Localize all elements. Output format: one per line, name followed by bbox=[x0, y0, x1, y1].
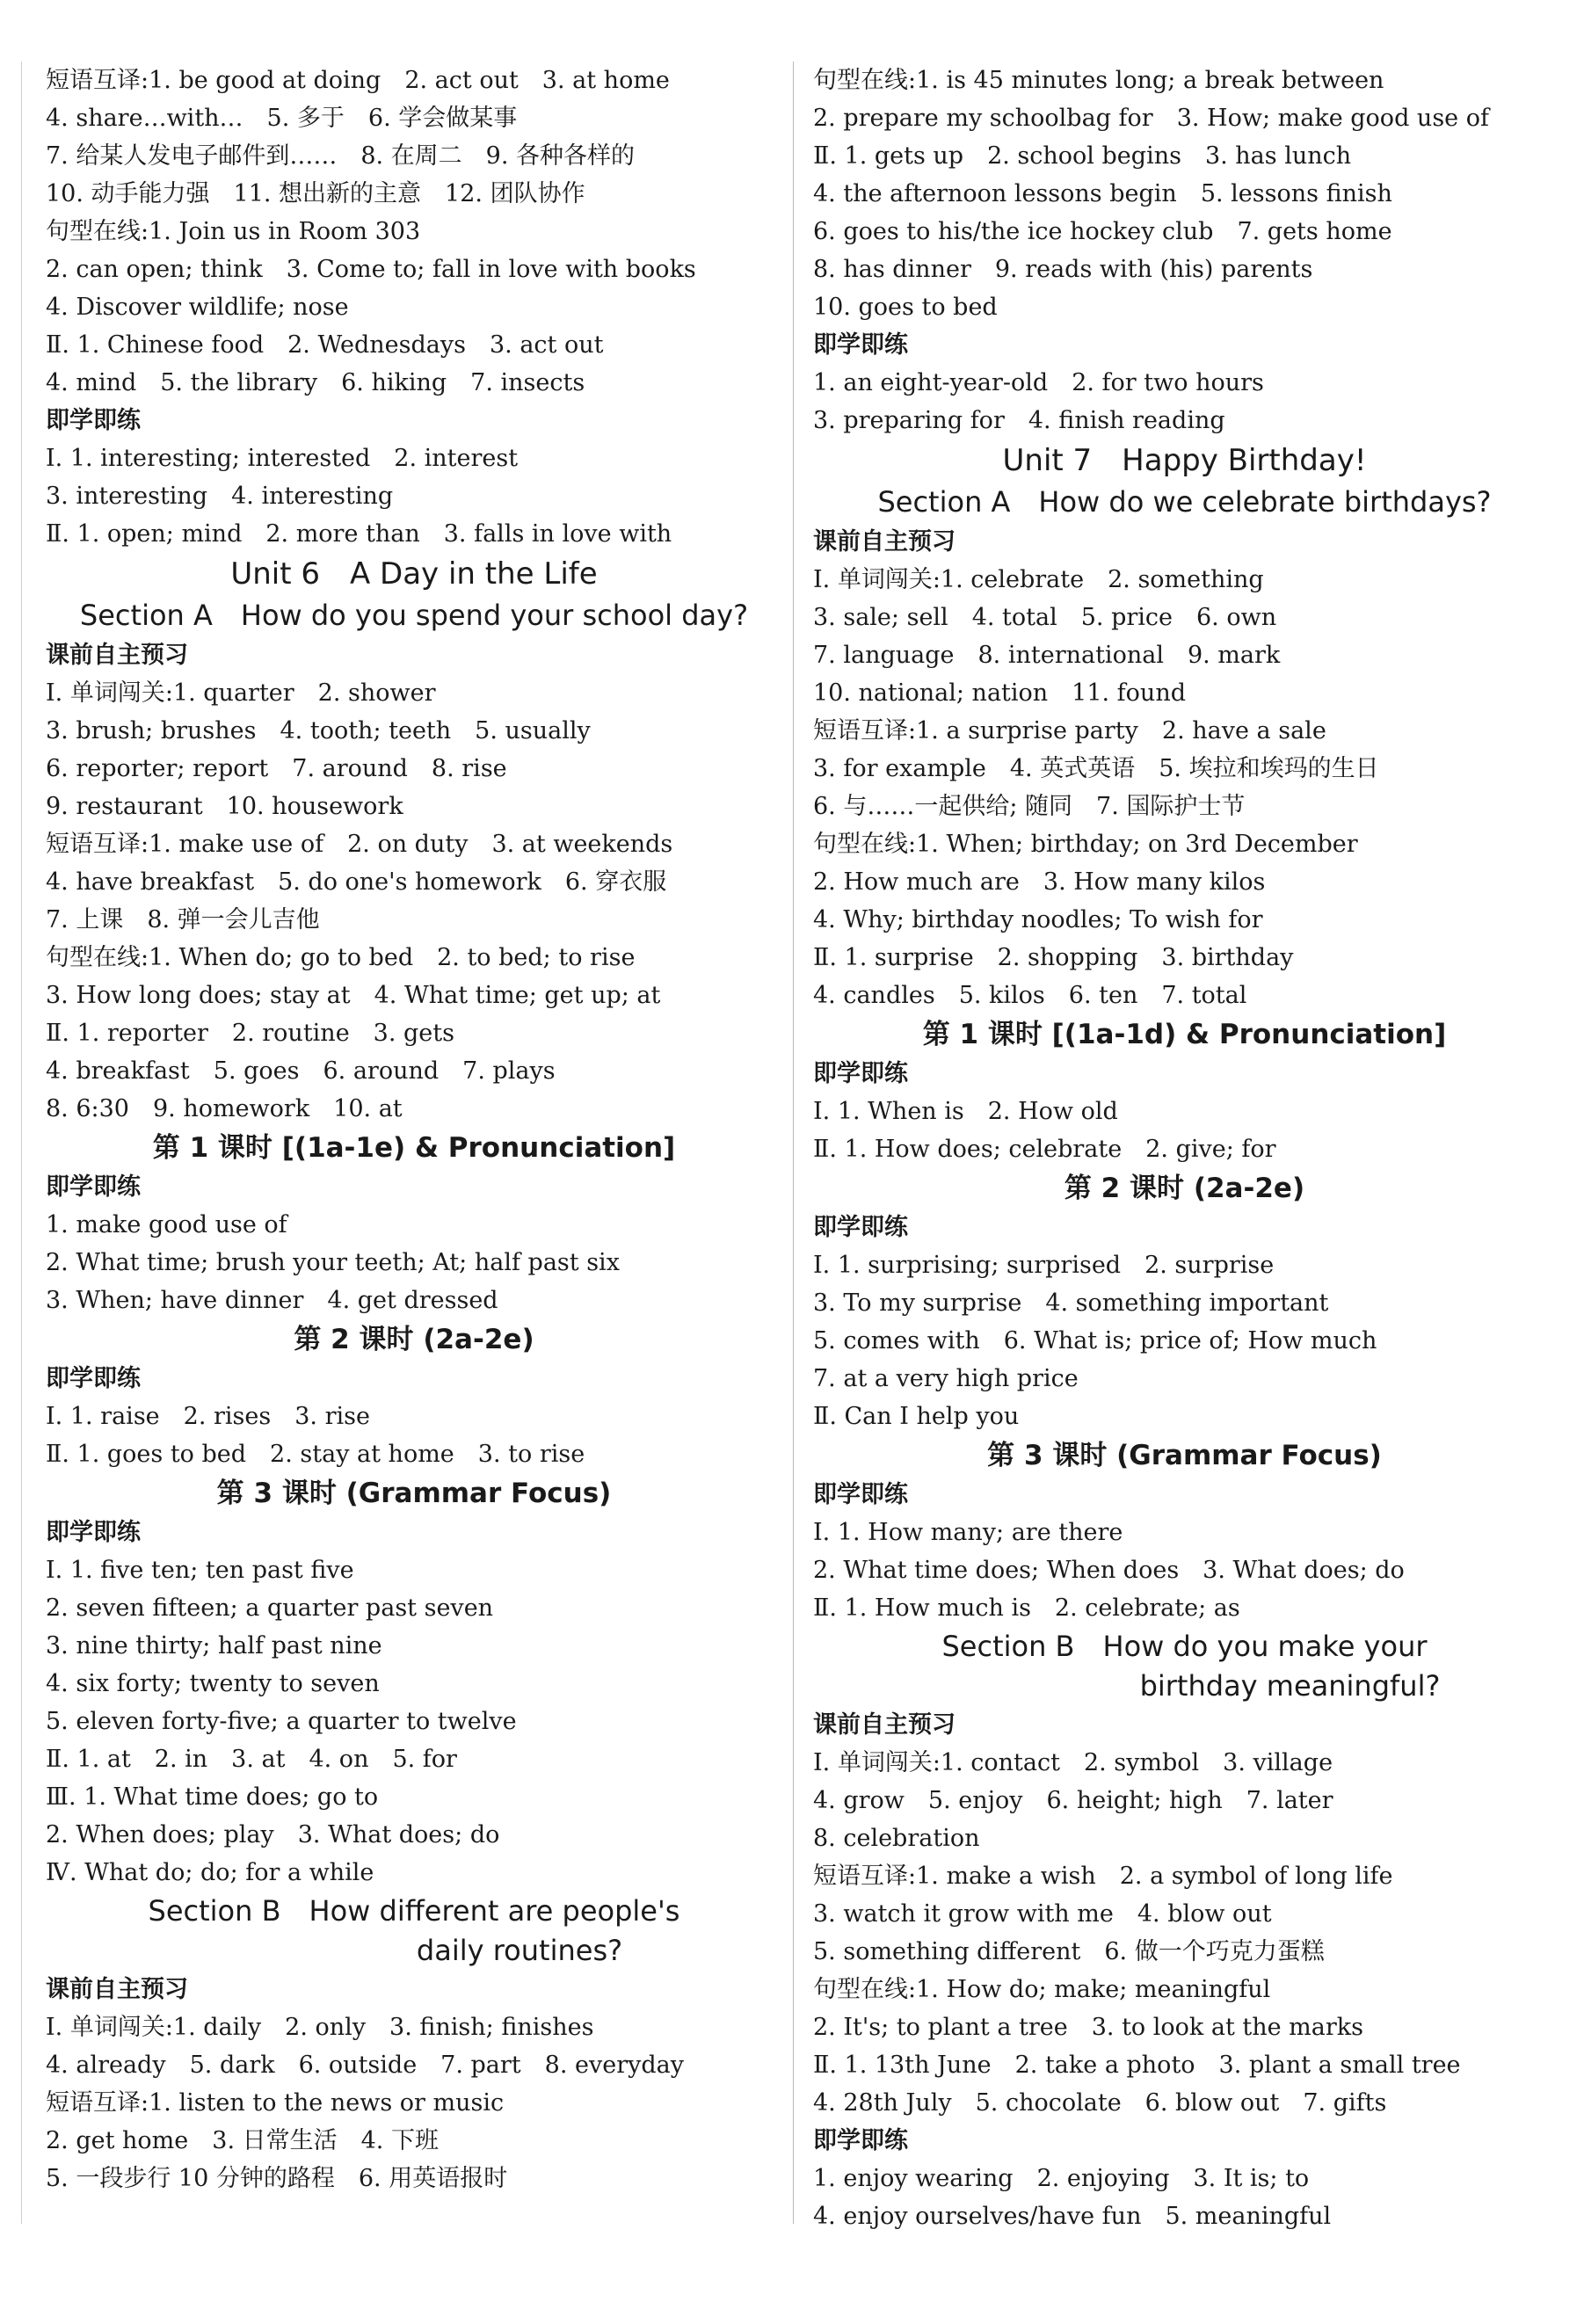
exercise-heading: 即学即练 bbox=[813, 2127, 908, 2154]
text-line: 6. reporter; report 7. around 8. rise bbox=[46, 755, 507, 782]
text-line: Ⅰ. 1. surprising; surprised 2. surprise bbox=[813, 1252, 1275, 1279]
exercise-heading: 即学即练 bbox=[813, 331, 908, 359]
exercise-heading: 即学即练 bbox=[813, 1481, 908, 1508]
exercise-heading: 即学即练 bbox=[813, 1060, 908, 1087]
text-line: Ⅱ. 1. 13th June 2. take a photo 3. plant a small tree bbox=[813, 2052, 1461, 2079]
exercise-heading: 即学即练 bbox=[813, 1214, 908, 1241]
text-line: 8. 6:30 9. homework 10. at bbox=[46, 1095, 403, 1122]
text-line: 3. interesting 4. interesting bbox=[46, 483, 394, 510]
text-line: 4. candles 5. kilos 6. ten 7. total bbox=[813, 982, 1247, 1009]
section-title-line: Section B How do you make your bbox=[941, 1630, 1428, 1663]
text-line: 2. What time; brush your teeth; At; half past six bbox=[46, 1249, 620, 1276]
text-line: 4. six forty; twenty to seven bbox=[46, 1670, 380, 1697]
text-line: 短语互译:1. a surprise party 2. have a sale bbox=[813, 717, 1326, 744]
text-line: 7. 上课 8. 弹一会儿吉他 bbox=[46, 906, 320, 933]
text-line: 4. breakfast 5. goes 6. around 7. plays bbox=[46, 1057, 556, 1085]
section-title-line: Section B How different are people's bbox=[148, 1894, 680, 1928]
lesson-title: 第 2 课时 (2a-2e) bbox=[1064, 1173, 1305, 1204]
preview-heading: 课前自主预习 bbox=[813, 1711, 955, 1739]
text-line: 4. mind 5. the library 6. hiking 7. insects bbox=[46, 369, 585, 396]
text-line: 句型在线:1. How do; make; meaningful bbox=[813, 1976, 1271, 2003]
text-line: 3. sale; sell 4. total 5. price 6. own bbox=[813, 604, 1277, 631]
text-line: 短语互译:1. make use of 2. on duty 3. at weekends bbox=[46, 831, 673, 858]
exercise-heading: 即学即练 bbox=[46, 1173, 141, 1201]
text-line: Ⅱ. 1. open; mind 2. more than 3. falls in love with bbox=[46, 520, 672, 548]
text-line: 句型在线:1. When do; go to bed 2. to bed; to rise bbox=[46, 944, 636, 971]
text-line: 句型在线:1. is 45 minutes long; a break between bbox=[813, 67, 1384, 94]
text-line: 1. make good use of bbox=[46, 1211, 287, 1238]
text-line: 8. has dinner 9. reads with (his) parents bbox=[813, 256, 1313, 283]
column-divider bbox=[793, 62, 794, 2224]
lesson-title: 第 2 课时 (2a-2e) bbox=[294, 1324, 534, 1355]
text-line: 4. grow 5. enjoy 6. height; high 7. later bbox=[813, 1787, 1333, 1814]
text-line: Ⅱ. 1. Chinese food 2. Wednesdays 3. act out bbox=[46, 331, 604, 359]
text-line: 10. goes to bed bbox=[813, 294, 998, 321]
section-title bbox=[46, 1892, 782, 1971]
text-line: 4. the afternoon lessons begin 5. lessons finish bbox=[813, 180, 1392, 207]
text-line: 4. Why; birthday noodles; To wish for bbox=[813, 906, 1263, 933]
text-line: 2. How much are 3. How many kilos bbox=[813, 868, 1266, 896]
text-line: 4. 28th July 5. chocolate 6. blow out 7. gifts bbox=[813, 2089, 1387, 2117]
text-line: Ⅰ. 单词闯关:1. quarter 2. shower bbox=[46, 679, 436, 707]
text-line: 2. seven fifteen; a quarter past seven bbox=[46, 1594, 494, 1622]
text-line: Ⅰ. 1. When is 2. How old bbox=[813, 1098, 1118, 1125]
section-title: Section A How do you spend your school day? bbox=[79, 599, 749, 632]
text-line: Ⅰ. 1. raise 2. rises 3. rise bbox=[46, 1403, 370, 1430]
text-line: Ⅱ. 1. reporter 2. routine 3. gets bbox=[46, 1020, 454, 1047]
text-line: 2. It's; to plant a tree 3. to look at the marks bbox=[813, 2014, 1364, 2041]
text-line: 2. get home 3. 日常生活 4. 下班 bbox=[46, 2127, 439, 2154]
text-line: Ⅱ. 1. gets up 2. school begins 3. has lunch bbox=[813, 142, 1352, 170]
preview-heading: 课前自主预习 bbox=[813, 528, 955, 556]
text-line: 5. something different 6. 做一个巧克力蛋糕 bbox=[813, 1938, 1325, 1965]
text-line: Ⅱ. 1. surprise 2. shopping 3. birthday bbox=[813, 944, 1294, 971]
text-line: 3. To my surprise 4. something important bbox=[813, 1289, 1329, 1317]
text-line: 4. have breakfast 5. do one's homework 6. 穿衣服 bbox=[46, 868, 667, 896]
exercise-heading: 即学即练 bbox=[46, 1365, 141, 1392]
text-line: 3. for example 4. 英式英语 5. 埃拉和埃玛的生日 bbox=[813, 755, 1379, 782]
text-line: Ⅰ. 单词闯关:1. daily 2. only 3. finish; finishes bbox=[46, 2014, 594, 2041]
text-line: 9. restaurant 10. housework bbox=[46, 793, 403, 820]
exercise-heading: 即学即练 bbox=[46, 407, 141, 434]
text-line: 短语互译:1. make a wish 2. a symbol of long life bbox=[813, 1863, 1393, 1890]
text-line: 2. When does; play 3. What does; do bbox=[46, 1821, 500, 1848]
text-line: 3. preparing for 4. finish reading bbox=[813, 407, 1225, 434]
section-title-line: birthday meaningful? bbox=[1139, 1669, 1441, 1703]
section-title-line: daily routines? bbox=[416, 1934, 623, 1967]
text-line: 10. national; nation 11. found bbox=[813, 679, 1186, 707]
text-line: 3. nine thirty; half past nine bbox=[46, 1632, 382, 1659]
lesson-title: 第 3 课时 (Grammar Focus) bbox=[216, 1478, 612, 1509]
text-line: 2. prepare my schoolbag for 3. How; make good use of bbox=[813, 105, 1489, 132]
text-line: 4. already 5. dark 6. outside 7. part 8. everyday bbox=[46, 2052, 685, 2079]
text-line: Ⅰ. 1. How many; are there bbox=[813, 1519, 1123, 1546]
text-line: 6. goes to his/the ice hockey club 7. gets home bbox=[813, 218, 1392, 245]
text-line: Ⅳ. What do; do; for a while bbox=[46, 1859, 374, 1886]
unit-title: Unit 7 Happy Birthday! bbox=[1002, 443, 1367, 478]
preview-heading: 课前自主预习 bbox=[46, 642, 188, 669]
text-line: Ⅰ. 单词闯关:1. celebrate 2. something bbox=[813, 566, 1264, 593]
text-line: 3. How long does; stay at 4. What time; get up; at bbox=[46, 982, 661, 1009]
section-title: Section A How do we celebrate birthdays? bbox=[877, 485, 1492, 519]
preview-heading: 课前自主预习 bbox=[46, 1976, 188, 2003]
text-line: 7. at a very high price bbox=[813, 1365, 1079, 1392]
lesson-title: 第 1 课时 [(1a-1d) & Pronunciation] bbox=[922, 1019, 1447, 1050]
text-line: Ⅰ. 单词闯关:1. contact 2. symbol 3. village bbox=[813, 1749, 1333, 1776]
text-line: 4. enjoy ourselves/have fun 5. meaningful bbox=[813, 2203, 1332, 2230]
text-line: Ⅰ. 1. interesting; interested 2. interest bbox=[46, 445, 519, 472]
text-line: 7. language 8. international 9. mark bbox=[813, 642, 1281, 669]
text-line: 6. 与……一起供给; 随同 7. 国际护士节 bbox=[813, 793, 1246, 820]
exercise-heading: 即学即练 bbox=[46, 1519, 141, 1546]
text-line: 句型在线:1. When; birthday; on 3rd December bbox=[813, 831, 1358, 858]
text-line: 3. watch it grow with me 4. blow out bbox=[813, 1900, 1272, 1928]
text-line: 短语互译:1. listen to the news or music bbox=[46, 2089, 505, 2117]
text-line: Ⅲ. 1. What time does; go to bbox=[46, 1783, 379, 1811]
text-line: Ⅱ. 1. How much is 2. celebrate; as bbox=[813, 1594, 1240, 1622]
lesson-title: 第 3 课时 (Grammar Focus) bbox=[987, 1440, 1382, 1471]
text-line: 7. 给某人发电子邮件到…… 8. 在周二 9. 各种各样的 bbox=[46, 142, 636, 170]
text-line: 4. share…with… 5. 多于 6. 学会做某事 bbox=[46, 105, 518, 132]
text-line: 5. eleven forty-five; a quarter to twelve bbox=[46, 1708, 517, 1735]
text-line: Ⅰ. 1. five ten; ten past five bbox=[46, 1557, 354, 1584]
text-line: Ⅱ. 1. at 2. in 3. at 4. on 5. for bbox=[46, 1746, 457, 1773]
text-line: 4. Discover wildlife; nose bbox=[46, 294, 349, 321]
text-line: 句型在线:1. Join us in Room 303 bbox=[46, 218, 421, 245]
unit-title: Unit 6 A Day in the Life bbox=[230, 556, 598, 592]
text-line: 短语互译:1. be good at doing 2. act out 3. at home bbox=[46, 67, 670, 94]
text-line: 2. can open; think 3. Come to; fall in love with books bbox=[46, 256, 696, 283]
text-line: 10. 动手能力强 11. 想出新的主意 12. 团队协作 bbox=[46, 180, 585, 207]
right-column bbox=[813, 62, 1556, 2235]
text-line: Ⅱ. 1. goes to bed 2. stay at home 3. to rise bbox=[46, 1441, 585, 1468]
text-line: 5. comes with 6. What is; price of; How much bbox=[813, 1327, 1377, 1354]
text-line: 3. brush; brushes 4. tooth; teeth 5. usually bbox=[46, 717, 591, 744]
text-line: 5. 一段步行 10 分钟的路程 6. 用英语报时 bbox=[46, 2165, 508, 2192]
text-line: Ⅱ. Can I help you bbox=[813, 1403, 1020, 1430]
text-line: 1. enjoy wearing 2. enjoying 3. It is; to bbox=[813, 2165, 1310, 2192]
text-line: 3. When; have dinner 4. get dressed bbox=[46, 1287, 498, 1314]
text-line: 2. What time does; When does 3. What does; do bbox=[813, 1557, 1405, 1584]
lesson-title: 第 1 课时 [(1a-1e) & Pronunciation] bbox=[152, 1132, 676, 1164]
left-column bbox=[46, 62, 782, 2197]
text-line: 1. an eight-year-old 2. for two hours bbox=[813, 369, 1264, 396]
text-line: 8. celebration bbox=[813, 1825, 980, 1852]
left-margin-rule bbox=[21, 62, 22, 2224]
text-line: Ⅱ. 1. How does; celebrate 2. give; for bbox=[813, 1136, 1276, 1163]
section-title bbox=[813, 1627, 1556, 1706]
